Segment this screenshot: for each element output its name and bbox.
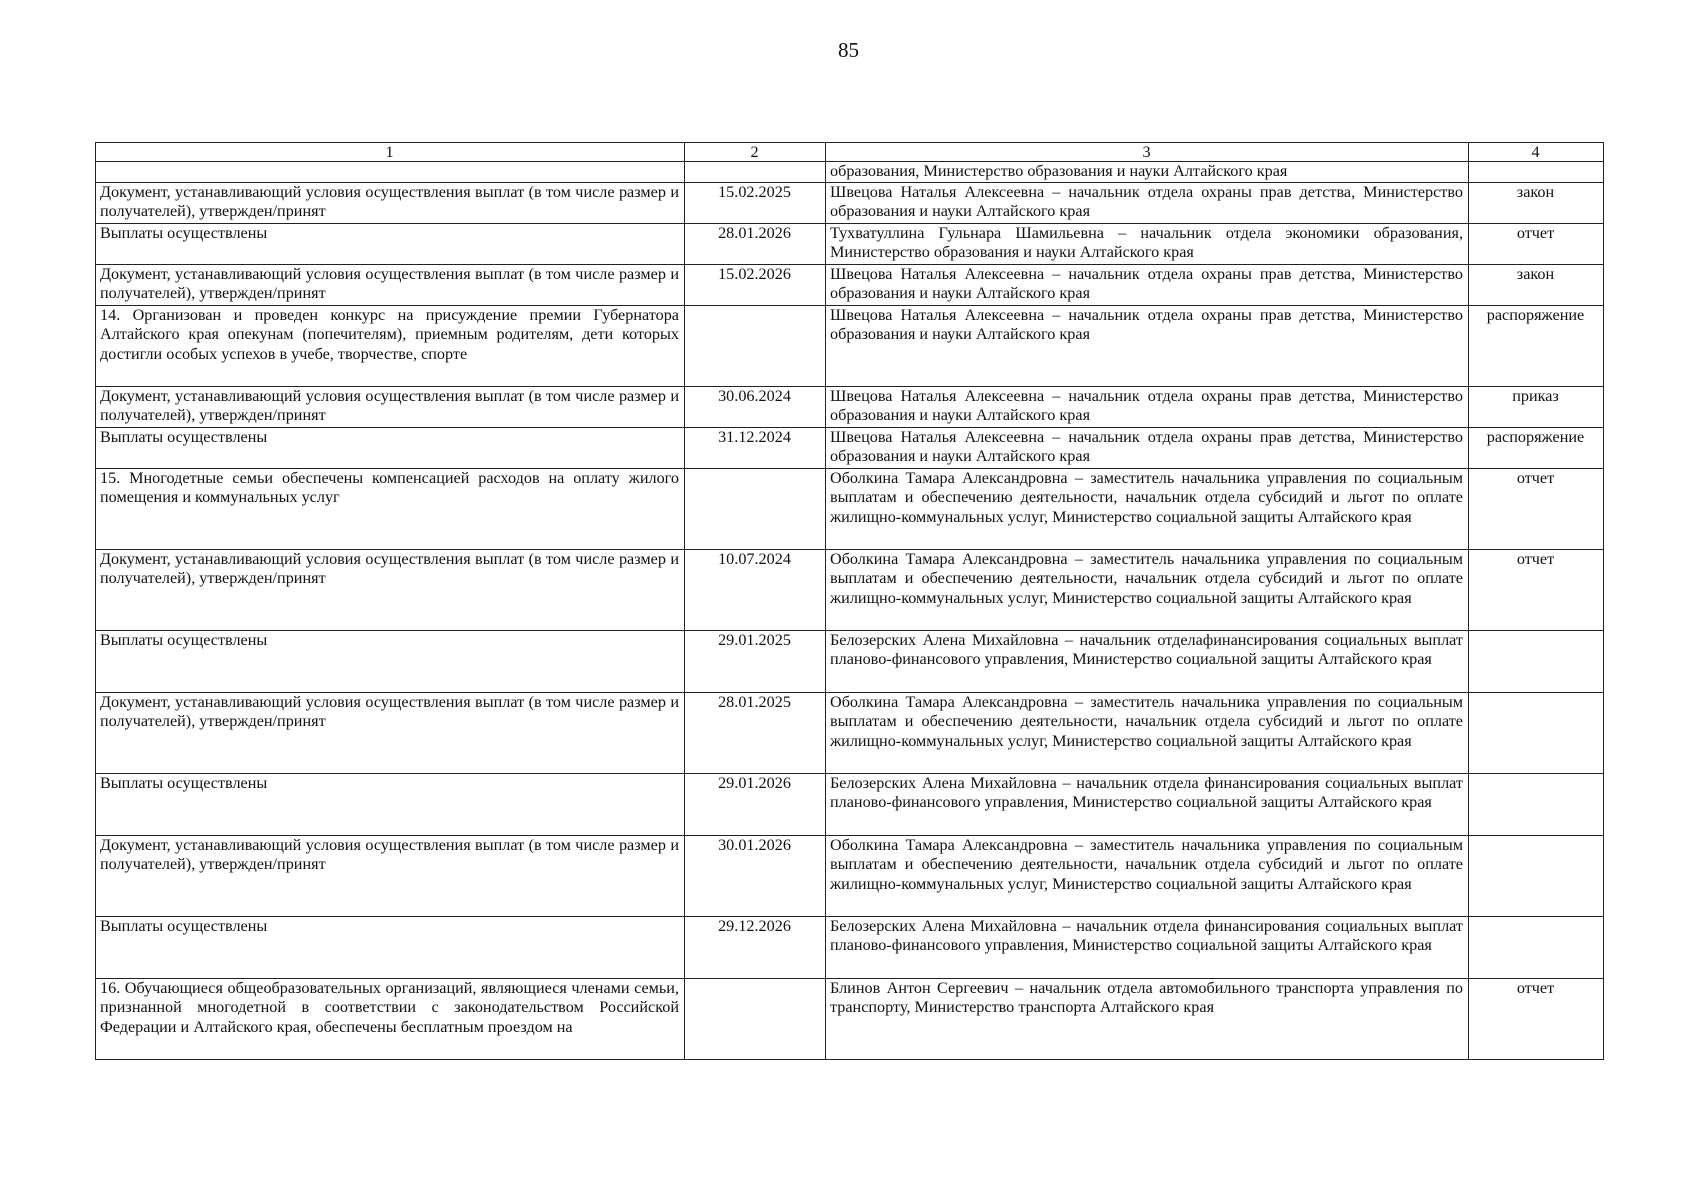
cell-c4	[1469, 692, 1604, 773]
cell-c4	[1469, 162, 1604, 183]
cell-c4	[1469, 916, 1604, 978]
cell-c4: распоряжение	[1469, 427, 1604, 468]
cell-c2: 15.02.2025	[685, 182, 826, 223]
cell-c4: приказ	[1469, 386, 1604, 427]
cell-c1: Выплаты осуществлены	[96, 773, 685, 835]
cell-c3: Белозерских Алена Михайловна – начальник отделафинансирования социальных выплат планово-финансового управления, Министерство социальной защиты Алтайского края	[826, 630, 1469, 692]
cell-c3: Оболкина Тамара Александровна – заместитель начальника управления по социальным выплатам и обеспечению деятельности, начальник отдела субсидий и льгот по оплате жилищно-коммунальных услуг, Министерство социальной защиты Алтайского края	[826, 835, 1469, 916]
header-cell-4: 4	[1469, 143, 1604, 162]
cell-c1: Документ, устанавливающий условия осуществления выплат (в том числе размер и получателей), утвержден/принят	[96, 835, 685, 916]
table-row	[96, 692, 1604, 773]
cell-c1: Документ, устанавливающий условия осуществления выплат (в том числе размер и получателей), утвержден/принят	[96, 264, 685, 305]
table-header-row	[96, 143, 1604, 162]
cell-c4	[1469, 835, 1604, 916]
table-row	[96, 630, 1604, 692]
cell-c1: Выплаты осуществлены	[96, 427, 685, 468]
cell-c2	[685, 978, 826, 1059]
cell-c4: закон	[1469, 182, 1604, 223]
cell-c4: отчет	[1469, 223, 1604, 264]
cell-c3: Швецова Наталья Алексеевна – начальник отдела охраны прав детства, Министерство образования и науки Алтайского края	[826, 386, 1469, 427]
header-cell-3: 3	[826, 143, 1469, 162]
table-row	[96, 916, 1604, 978]
cell-c1: 14. Организован и проведен конкурс на присуждение премии Губернатора Алтайского края опекунам (попечителям), приемным родителям, дети которых достигли особых успехов в учебе, творчестве, спорте	[96, 305, 685, 386]
page-number: 85	[838, 38, 859, 62]
table-row	[96, 835, 1604, 916]
table-row	[96, 468, 1604, 549]
table-row	[96, 182, 1604, 223]
cell-c3: образования, Министерство образования и науки Алтайского края	[826, 162, 1469, 183]
cell-c2	[685, 305, 826, 386]
cell-c2: 29.01.2025	[685, 630, 826, 692]
cell-c4: отчет	[1469, 978, 1604, 1059]
cell-c1: Выплаты осуществлены	[96, 223, 685, 264]
cell-c1: Выплаты осуществлены	[96, 630, 685, 692]
table-row	[96, 978, 1604, 1059]
cell-c3: Оболкина Тамара Александровна – заместитель начальника управления по социальным выплатам и обеспечению деятельности, начальник отдела субсидий и льгот по оплате жилищно-коммунальных услуг, Министерство социальной защиты Алтайского края	[826, 692, 1469, 773]
cell-c4: отчет	[1469, 549, 1604, 630]
cell-c2: 15.02.2026	[685, 264, 826, 305]
cell-c3: Блинов Антон Сергеевич – начальник отдела автомобильного транспорта управления по транспорту, Министерство транспорта Алтайского края	[826, 978, 1469, 1059]
cell-c2: 29.01.2026	[685, 773, 826, 835]
cell-c1: 16. Обучающиеся общеобразовательных организаций, являющиеся членами семьи, признанной многодетной в соответствии с законодательством Российской Федерации и Алтайского края, обеспечены бесплатным проездом на	[96, 978, 685, 1059]
cell-c1: 15. Многодетные семьи обеспечены компенсацией расходов на оплату жилого помещения и коммунальных услуг	[96, 468, 685, 549]
cell-c2: 29.12.2026	[685, 916, 826, 978]
cell-c4: распоряжение	[1469, 305, 1604, 386]
cell-c3: Швецова Наталья Алексеевна – начальник отдела охраны прав детства, Министерство образования и науки Алтайского края	[826, 305, 1469, 386]
cell-c3: Оболкина Тамара Александровна – заместитель начальника управления по социальным выплатам и обеспечению деятельности, начальник отдела субсидий и льгот по оплате жилищно-коммунальных услуг, Министерство социальной защиты Алтайского края	[826, 549, 1469, 630]
table-row	[96, 386, 1604, 427]
table-row	[96, 223, 1604, 264]
cell-c2: 10.07.2024	[685, 549, 826, 630]
cell-c4: отчет	[1469, 468, 1604, 549]
table-row	[96, 427, 1604, 468]
cell-c1: Документ, устанавливающий условия осуществления выплат (в том числе размер и получателей), утвержден/принят	[96, 182, 685, 223]
cell-c3: Оболкина Тамара Александровна – заместитель начальника управления по социальным выплатам и обеспечению деятельности, начальник отдела субсидий и льгот по оплате жилищно-коммунальных услуг, Министерство социальной защиты Алтайского края	[826, 468, 1469, 549]
table-row	[96, 305, 1604, 386]
table-row	[96, 549, 1604, 630]
cell-c4	[1469, 773, 1604, 835]
cell-c3: Тухватуллина Гульнара Шамильевна – начальник отдела экономики образования, Министерство образования и науки Алтайского края	[826, 223, 1469, 264]
cell-c3: Белозерских Алена Михайловна – начальник отдела финансирования социальных выплат планово-финансового управления, Министерство социальной защиты Алтайского края	[826, 916, 1469, 978]
cell-c2: 30.06.2024	[685, 386, 826, 427]
cell-c4: закон	[1469, 264, 1604, 305]
table-row	[96, 162, 1604, 183]
cell-c1: Документ, устанавливающий условия осуществления выплат (в том числе размер и получателей), утвержден/принят	[96, 386, 685, 427]
cell-c2	[685, 162, 826, 183]
cell-c2: 30.01.2026	[685, 835, 826, 916]
cell-c3: Швецова Наталья Алексеевна – начальник отдела охраны прав детства, Министерство образования и науки Алтайского края	[826, 264, 1469, 305]
cell-c2: 28.01.2025	[685, 692, 826, 773]
cell-c3: Белозерских Алена Михайловна – начальник отдела финансирования социальных выплат планово-финансового управления, Министерство социальной защиты Алтайского края	[826, 773, 1469, 835]
cell-c2	[685, 468, 826, 549]
cell-c1	[96, 162, 685, 183]
cell-c2: 31.12.2024	[685, 427, 826, 468]
cell-c3: Швецова Наталья Алексеевна – начальник отдела охраны прав детства, Министерство образования и науки Алтайского края	[826, 182, 1469, 223]
table-row	[96, 264, 1604, 305]
cell-c1: Документ, устанавливающий условия осуществления выплат (в том числе размер и получателей), утвержден/принят	[96, 549, 685, 630]
cell-c4	[1469, 630, 1604, 692]
cell-c1: Выплаты осуществлены	[96, 916, 685, 978]
cell-c1: Документ, устанавливающий условия осуществления выплат (в том числе размер и получателей), утвержден/принят	[96, 692, 685, 773]
header-cell-1: 1	[96, 143, 685, 162]
cell-c3: Швецова Наталья Алексеевна – начальник отдела охраны прав детства, Министерство образования и науки Алтайского края	[826, 427, 1469, 468]
plan-table	[95, 142, 1604, 1060]
table-row	[96, 773, 1604, 835]
cell-c2: 28.01.2026	[685, 223, 826, 264]
header-cell-2: 2	[685, 143, 826, 162]
